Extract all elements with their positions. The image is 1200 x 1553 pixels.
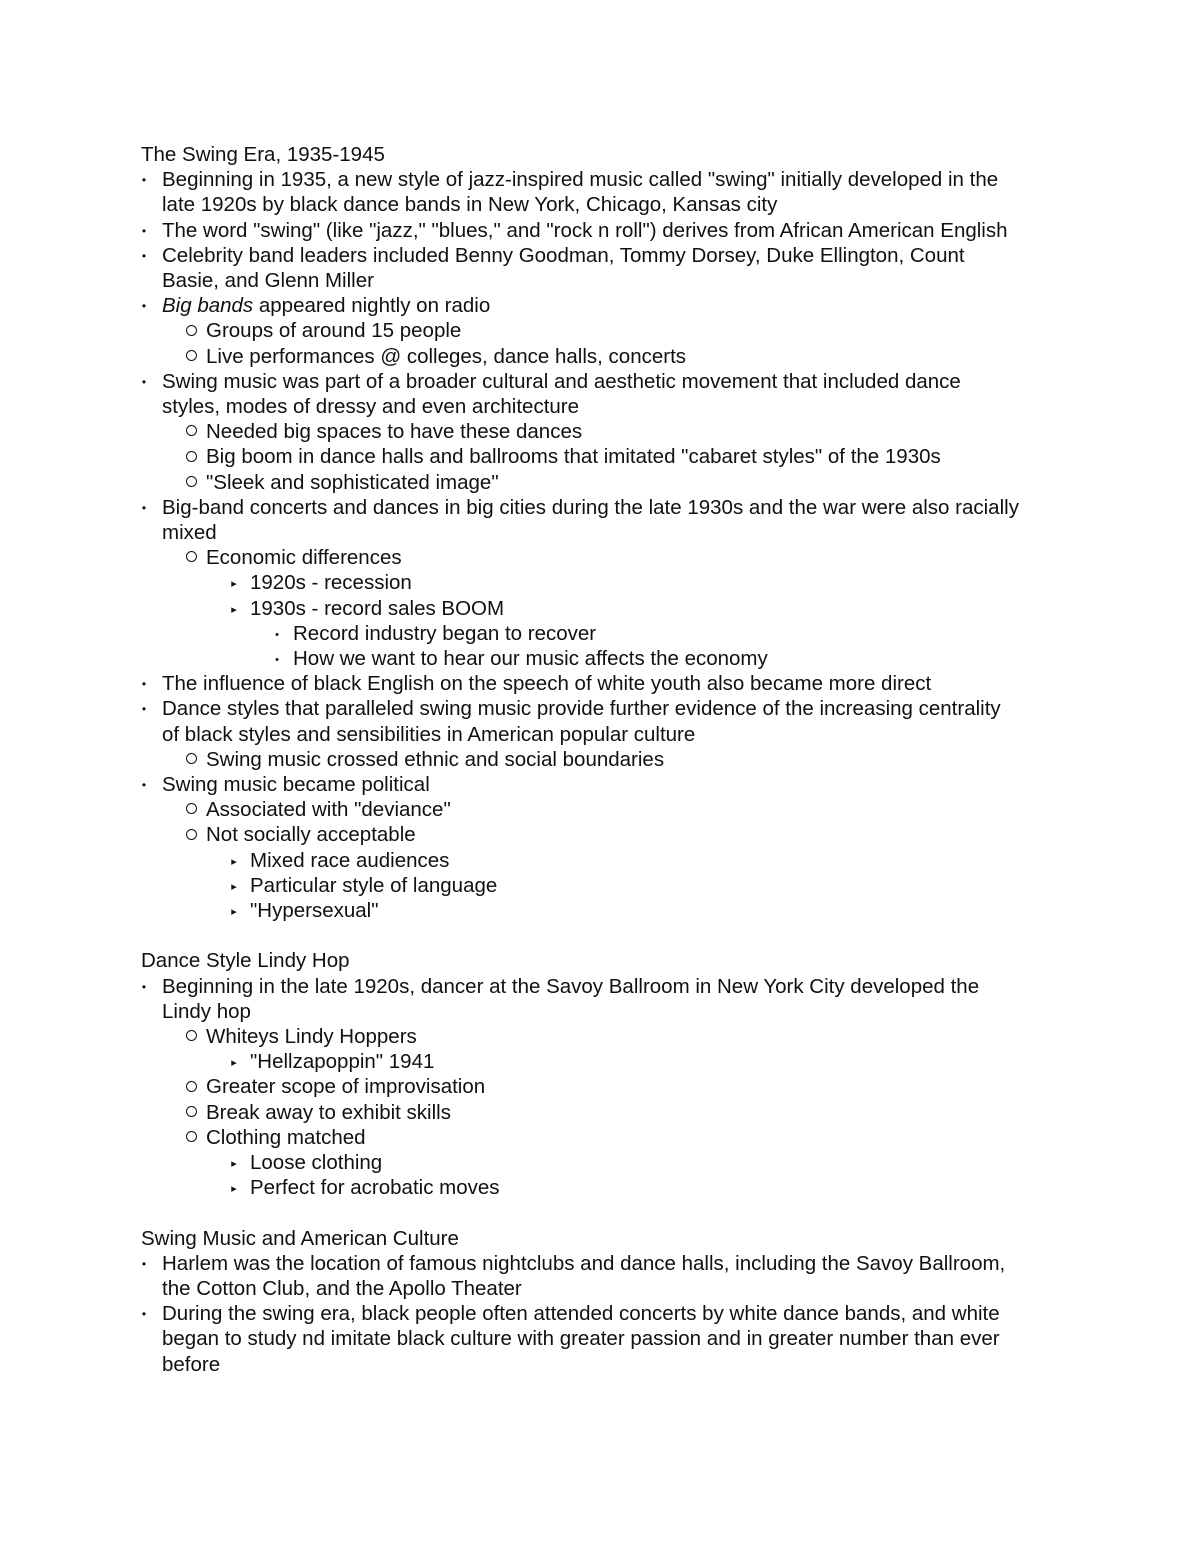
- list-item: Economic differences: [206, 546, 402, 570]
- bullet-circle-icon: [182, 1024, 200, 1049]
- list-item: How we want to hear our music affects the economy: [293, 647, 768, 670]
- list-item: Associated with "deviance": [206, 798, 451, 822]
- bullet-circle-icon: [182, 318, 200, 343]
- bullet-circle-icon: [182, 797, 200, 822]
- list-item: Clothing matched: [206, 1125, 366, 1149]
- bullet-dot-small-icon: [268, 646, 286, 673]
- section-heading: Swing Music and American Culture: [141, 1226, 459, 1250]
- list-item-continuation: of black styles and sensibilities in American popular culture: [162, 722, 696, 746]
- bullet-arrow-icon: [225, 1150, 243, 1177]
- bullet-circle-icon: [182, 1125, 200, 1150]
- list-item: Celebrity band leaders included Benny Goodman, Tommy Dorsey, Duke Ellington, Count: [162, 243, 965, 267]
- bullet-dot-icon: [135, 1301, 153, 1327]
- list-item: Loose clothing: [250, 1151, 383, 1174]
- bullet-circle-icon: [182, 822, 200, 847]
- list-item: Big-band concerts and dances in big cities during the late 1930s and the war were also racially: [162, 495, 1019, 519]
- bullet-dot-small-icon: [268, 621, 286, 648]
- list-item-continuation: mixed: [162, 521, 217, 544]
- bullet-circle-icon: [182, 419, 200, 444]
- list-item-continuation: the Cotton Club, and the Apollo Theater: [162, 1277, 522, 1300]
- bullet-circle-icon: [182, 747, 200, 772]
- bullet-circle-icon: [182, 470, 200, 495]
- bullet-arrow-icon: [225, 596, 243, 623]
- list-item: Break away to exhibit skills: [206, 1100, 451, 1124]
- bullet-arrow-icon: [225, 1049, 243, 1076]
- list-item: Perfect for acrobatic moves: [250, 1176, 500, 1200]
- bullet-dot-icon: [135, 671, 153, 697]
- list-item: Big boom in dance halls and ballrooms that imitated "cabaret styles" of the 1930s: [206, 445, 941, 469]
- bullet-circle-icon: [182, 444, 200, 469]
- bullet-circle-icon: [182, 344, 200, 369]
- bullet-arrow-icon: [225, 873, 243, 900]
- list-item: The word "swing" (like "jazz," "blues," and "rock n roll") derives from African American English: [162, 218, 1008, 242]
- list-item: Swing music was part of a broader cultural and aesthetic movement that included dance: [162, 369, 961, 393]
- bullet-dot-icon: [135, 1251, 153, 1277]
- list-item: "Hypersexual": [250, 899, 379, 922]
- list-item-continuation: Lindy hop: [162, 999, 251, 1023]
- list-item-continuation: began to study nd imitate black culture with greater passion and in greater number than ever: [162, 1327, 1000, 1351]
- bullet-arrow-icon: [225, 898, 243, 925]
- list-item: 1920s - recession: [250, 571, 412, 595]
- section-heading: Dance Style Lindy Hop: [141, 949, 350, 973]
- list-item: Swing music became political: [162, 773, 430, 796]
- list-item: 1930s - record sales BOOM: [250, 596, 505, 620]
- list-item-continuation: styles, modes of dressy and even architecture: [162, 395, 580, 418]
- bullet-dot-icon: [135, 495, 153, 521]
- bullet-arrow-icon: [225, 570, 243, 597]
- list-item-continuation: before: [162, 1352, 221, 1376]
- bullet-circle-icon: [182, 1100, 200, 1125]
- bullet-dot-icon: [135, 696, 153, 722]
- list-item: Record industry began to recover: [293, 621, 597, 645]
- list-item: Beginning in the late 1920s, dancer at the Savoy Ballroom in New York City developed the: [162, 974, 980, 998]
- section-heading: The Swing Era, 1935-1945: [141, 143, 385, 166]
- list-item: The influence of black English on the speech of white youth also became more direct: [162, 672, 932, 696]
- bullet-circle-icon: [182, 545, 200, 570]
- list-item: Harlem was the location of famous nightclubs and dance halls, including the Savoy Ballroom,: [162, 1251, 1006, 1275]
- list-item: "Sleek and sophisticated image": [206, 470, 499, 494]
- bullet-dot-icon: [135, 218, 153, 244]
- bullet-arrow-icon: [225, 848, 243, 875]
- list-item: Swing music crossed ethnic and social boundaries: [206, 747, 665, 771]
- list-item: Not socially acceptable: [206, 823, 416, 847]
- bullet-circle-icon: [182, 1074, 200, 1099]
- list-item: Live performances @ colleges, dance halls, concerts: [206, 344, 687, 368]
- bullet-dot-icon: [135, 974, 153, 1000]
- bullet-dot-icon: [135, 243, 153, 269]
- list-item-continuation: Basie, and Glenn Miller: [162, 269, 374, 292]
- list-item: Mixed race audiences: [250, 848, 450, 872]
- list-item: [162, 293, 490, 318]
- list-item: "Hellzapoppin" 1941: [250, 1050, 435, 1074]
- list-item-text: appeared nightly on radio: [253, 294, 491, 318]
- list-item: Whiteys Lindy Hoppers: [206, 1025, 417, 1048]
- list-item: During the swing era, black people often attended concerts by white dance bands, and white: [162, 1302, 1000, 1326]
- bullet-dot-icon: [135, 167, 153, 193]
- list-item: Particular style of language: [250, 873, 498, 897]
- list-item: Beginning in 1935, a new style of jazz-inspired music called "swing" initially developed in the: [162, 168, 999, 192]
- bullet-arrow-icon: [225, 1175, 243, 1202]
- list-item: Greater scope of improvisation: [206, 1075, 486, 1099]
- italic-term: Big bands: [162, 294, 254, 318]
- list-item-continuation: late 1920s by black dance bands in New York, Chicago, Kansas city: [162, 193, 778, 217]
- bullet-dot-icon: [135, 369, 153, 395]
- list-item: Needed big spaces to have these dances: [206, 420, 583, 444]
- bullet-dot-icon: [135, 293, 153, 319]
- list-item: Dance styles that paralleled swing music provide further evidence of the increasing centrality: [162, 697, 1001, 721]
- list-item: Groups of around 15 people: [206, 319, 462, 343]
- bullet-dot-icon: [135, 772, 153, 798]
